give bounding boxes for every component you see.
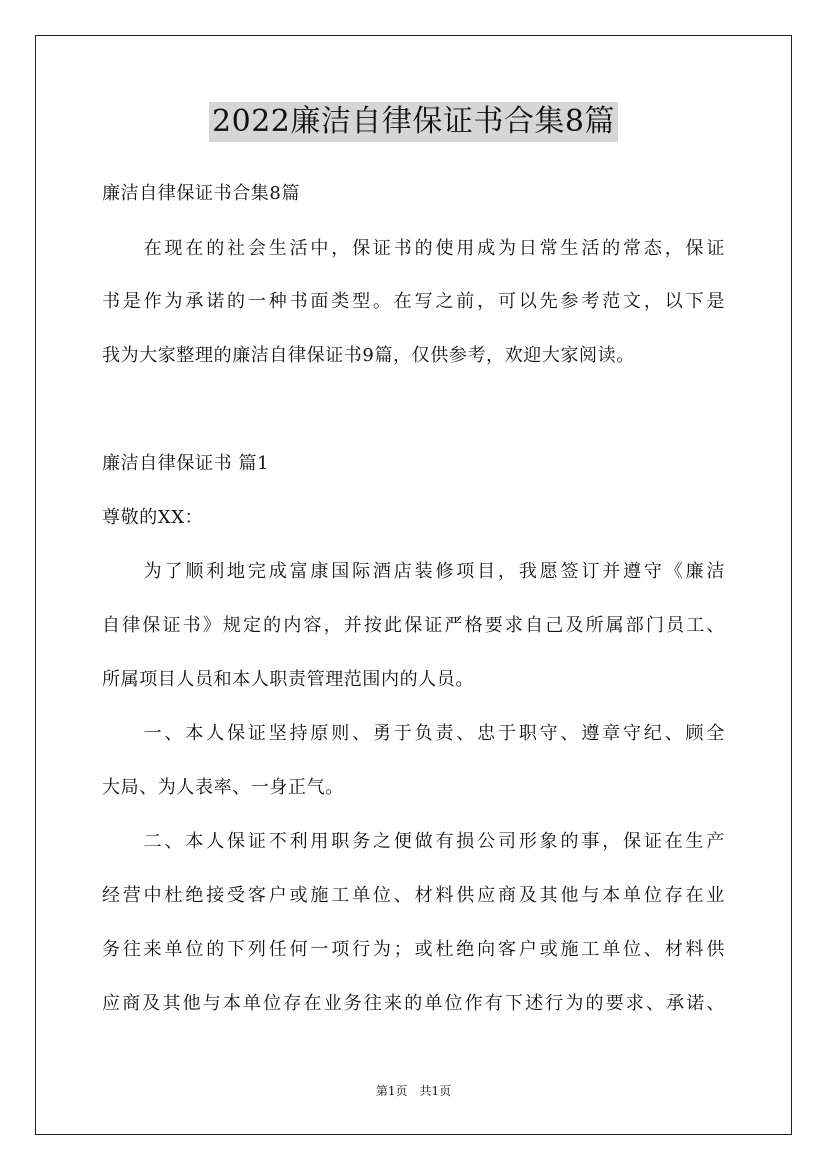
- document-title: 2022廉洁自律保证书合集8篇: [209, 102, 618, 142]
- paragraph-2-line-1: 一、本人保证坚持原则、勇于负责、忠于职守、遵章守纪、顾全: [102, 723, 725, 744]
- paragraph-3-line-3: 务往来单位的下列任何一项行为；或杜绝向客户或施工单位、材料供: [102, 939, 725, 960]
- intro-line-3: 我为大家整理的廉洁自律保证书9篇，仅供参考，欢迎大家阅读。: [102, 345, 635, 366]
- page-footer: 第1页 共1页: [375, 1084, 452, 1098]
- paragraph-3-line-2: 经营中杜绝接受客户或施工单位、材料供应商及其他与本单位存在业: [102, 885, 725, 906]
- intro-line-2: 书是作为承诺的一种书面类型。在写之前，可以先参考范文，以下是: [102, 291, 725, 312]
- paragraph-3-line-1: 二、本人保证不利用职务之便做有损公司形象的事，保证在生产: [102, 831, 725, 852]
- paragraph-1-line-1: 为了顺利地完成富康国际酒店装修项目，我愿签订并遵守《廉洁: [102, 561, 725, 582]
- document-title-wrapper: [0, 102, 827, 142]
- intro-line-1: 在现在的社会生活中，保证书的使用成为日常生活的常态，保证: [102, 238, 725, 259]
- paragraph-3-line-4: 应商及其他与本单位存在业务往来的单位作有下述行为的要求、承诺、: [102, 993, 725, 1014]
- document-subtitle: 廉洁自律保证书合集8篇: [102, 183, 301, 204]
- paragraph-2-line-2: 大局、为人表率、一身正气。: [102, 777, 344, 798]
- section-heading: 廉洁自律保证书 篇1: [102, 453, 270, 474]
- paragraph-1-line-3: 所属项目人员和本人职责管理范围内的人员。: [102, 669, 474, 690]
- salutation: 尊敬的XX：: [102, 507, 204, 528]
- paragraph-1-line-2: 自律保证书》规定的内容，并按此保证严格要求自己及所属部门员工、: [102, 615, 725, 636]
